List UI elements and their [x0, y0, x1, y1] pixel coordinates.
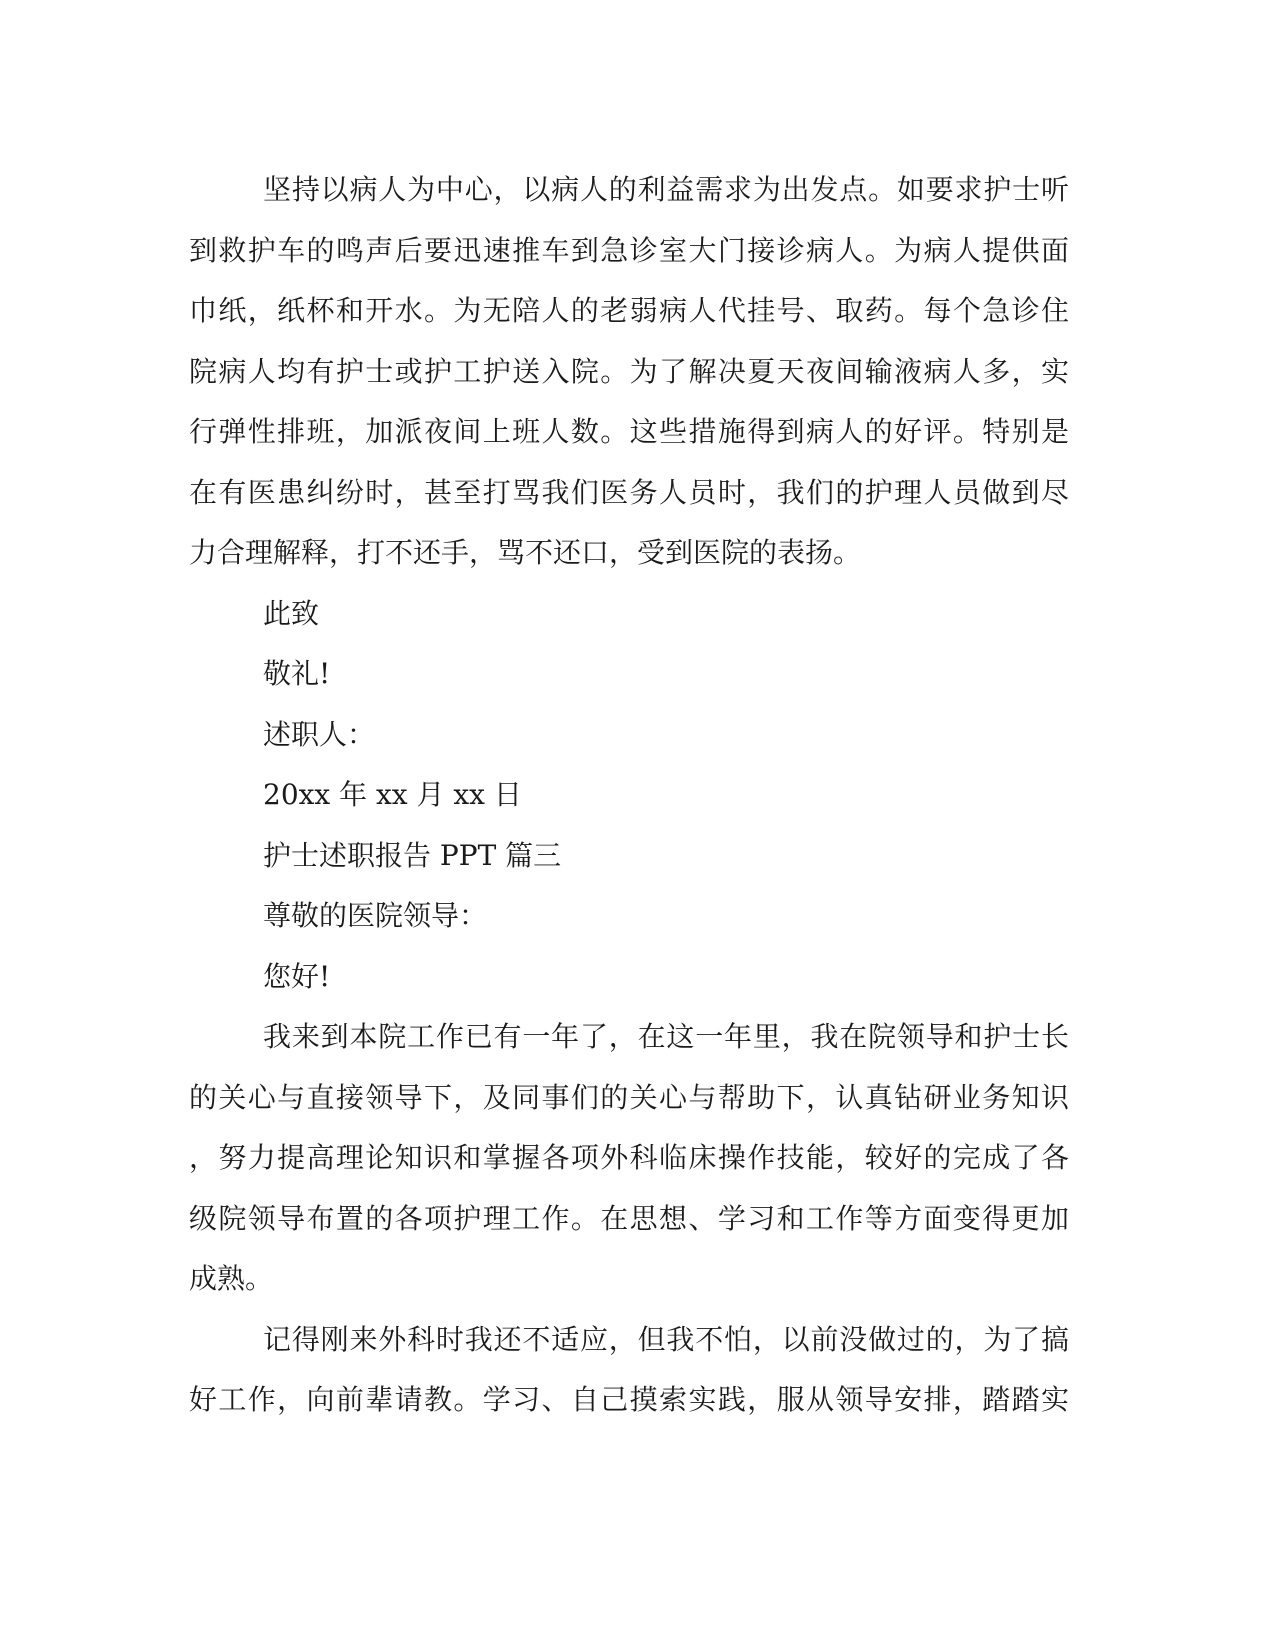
greeting-recipient: 尊敬的医院领导： — [263, 899, 488, 932]
paragraph-line: 的关心与直接领导下，及同事们的关心与帮助下，认真钻研业务知识 — [189, 1080, 1069, 1114]
document-body — [189, 160, 1069, 1431]
author-label: 述职人： — [263, 717, 376, 751]
date-line: 20xx 年 xx 月 xx 日 — [263, 778, 522, 811]
paragraph-line: 到救护车的鸣声后要迅速推车到急诊室大门接诊病人。为病人提供面 — [189, 233, 1069, 267]
paragraph-line: 级院领导布置的各项护理工作。在思想、学习和工作等方面变得更加 — [189, 1201, 1069, 1235]
paragraph-line: 坚持以病人为中心，以病人的利益需求为出发点。如要求护士听 — [263, 173, 1069, 206]
paragraph-line: ，努力提高理论知识和掌握各项外科临床操作技能，较好的完成了各 — [189, 1141, 1069, 1174]
paragraph-line: 力合理解释，打不还手，骂不还口，受到医院的表扬。 — [189, 536, 862, 569]
greeting: 您好! — [263, 959, 331, 993]
paragraph-line: 记得刚来外科时我还不适应，但我不怕，以前没做过的，为了搞 — [263, 1322, 1069, 1356]
closing-salutation: 此致 — [263, 596, 320, 630]
section-heading: 护士述职报告 PPT 篇三 — [263, 838, 562, 872]
paragraph-line: 院病人均有护士或护工护送入院。为了解决夏天夜间输液病人多，实 — [189, 354, 1069, 388]
paragraph-line: 在有医患纠纷时，甚至打骂我们医务人员时，我们的护理人员做到尽 — [189, 475, 1069, 509]
closing-regards: 敬礼! — [263, 657, 331, 690]
paragraph-line: 成熟。 — [189, 1262, 274, 1295]
paragraph-line: 巾纸，纸杯和开水。为无陪人的老弱病人代挂号、取药。每个急诊住 — [189, 294, 1069, 327]
paragraph-line: 行弹性排班，加派夜间上班人数。这些措施得到病人的好评。特别是 — [189, 415, 1069, 448]
paragraph-line: 我来到本院工作已有一年了，在这一年里，我在院领导和护士长 — [263, 1020, 1069, 1053]
paragraph-line: 好工作，向前辈请教。学习、自己摸索实践，服从领导安排，踏踏实 — [189, 1383, 1069, 1416]
